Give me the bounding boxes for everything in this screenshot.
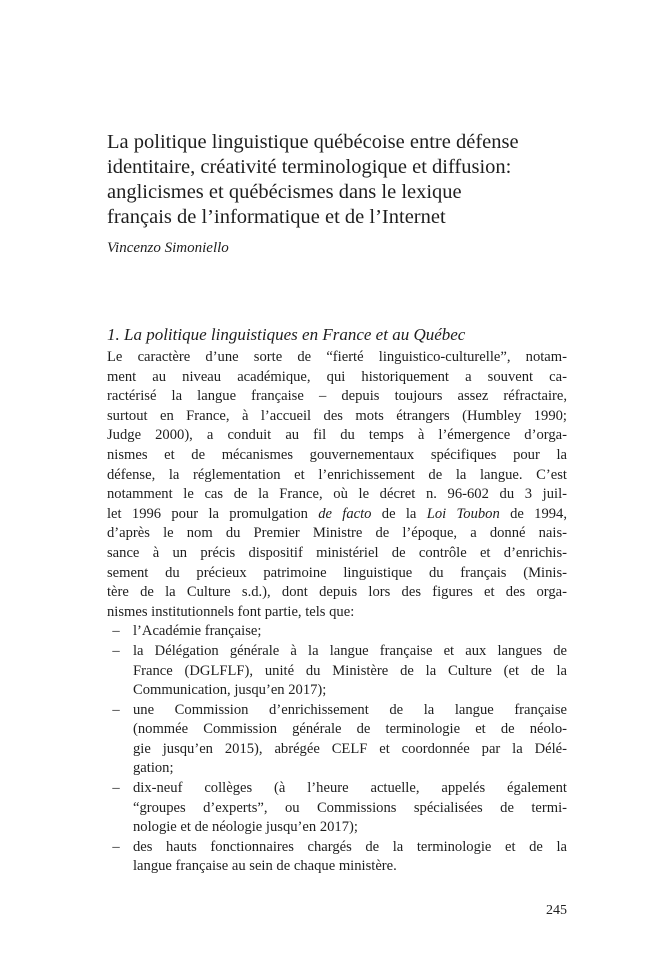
text-line: l’Académie française; [133, 623, 262, 640]
list-item [107, 642, 567, 701]
text-line: France (DGLFLF), unité du Ministère de la Culture (et de la [133, 662, 567, 679]
dash-marker: – [112, 701, 120, 718]
text-line: des hauts fonctionnaires chargés de la terminologie et de la [133, 838, 567, 855]
text-line: gation; [133, 760, 174, 777]
text-line: nismes institutionnels font partie, tels que: [107, 603, 355, 620]
text-line: dix-neuf collèges (à l’heure actuelle, appelés également [133, 780, 567, 797]
chapter-title-line: identitaire, créativité terminologique et diffusion: [107, 156, 512, 178]
italic-term-loi-toubon: Loi Toubon [426, 505, 500, 522]
chapter-title-line: français de l’informatique et de l’Internet [107, 206, 446, 228]
text-line: notamment le cas de la France, où le décret n. 96-602 du 3 juil- [107, 486, 567, 503]
paragraph [107, 348, 567, 622]
chapter-title-line: La politique linguistique québécoise entre défense [107, 131, 519, 153]
text-line: ment au niveau académique, qui historiquement a souvent ca- [107, 368, 567, 385]
text-line: Le caractère d’une sorte de “fierté linguistico-culturelle”, notam- [107, 349, 567, 365]
text-line: (nommée Commission générale de terminologie et de néolo- [133, 721, 567, 738]
text-line: une Commission d’enrichissement de la langue française [133, 701, 567, 718]
page-number: 245 [546, 903, 567, 918]
text-line: sement du précieux patrimoine linguistique du français (Minis- [107, 564, 567, 581]
section-heading: 1. La politique linguistiques en France et au Québec [107, 325, 466, 344]
dash-marker: – [112, 623, 120, 640]
italic-term-de-facto: de facto [318, 505, 372, 522]
list-item [107, 779, 567, 838]
text-line: défense, la réglementation et l’enrichissement de la langue. C’est [107, 466, 567, 483]
text-line: “groupes d’experts”, ou Commissions spécialisées de termi- [133, 799, 567, 816]
text-line: surtout en France, à l’accueil des mots étrangers (Humbley 1990; [107, 407, 567, 424]
body-text [107, 348, 567, 877]
text-line: langue française au sein de chaque ministère. [133, 858, 397, 875]
text-line: gie jusqu’en 2015), abrégée CELF et coordonnée par la Délé- [133, 740, 567, 757]
text-line: sance à un précis dispositif ministériel de contrôle et d’enrichis- [107, 544, 567, 561]
dash-marker: – [112, 838, 120, 855]
text-run: de 1994, [499, 505, 567, 522]
chapter-title [107, 130, 587, 230]
list-item [107, 838, 567, 877]
dash-marker: – [112, 780, 120, 797]
text-line: Judge 2000), a conduit au fil du temps à l’émergence d’orga- [107, 427, 567, 444]
chapter-title-line: anglicismes et québécismes dans le lexique [107, 181, 462, 203]
text-line: la Délégation générale à la langue française et aux langues de [133, 642, 567, 659]
bullet-list [107, 622, 567, 877]
list-item [107, 701, 567, 779]
author-name: Vincenzo Simoniello [107, 240, 229, 256]
text-run: let 1996 pour la promulgation [107, 505, 319, 522]
text-line: tère de la Culture s.d.), dont depuis lors des figures et des orga- [107, 584, 567, 601]
text-line: nismes et de mécanismes gouvernementaux spécifiques pour la [107, 446, 567, 463]
text-line: ractérisé la langue française – depuis toujours assez réfractaire, [107, 388, 567, 405]
text-run: de la [371, 505, 427, 522]
text-line: nologie et de néologie jusqu’en 2017); [133, 819, 358, 836]
dash-marker: – [112, 642, 120, 659]
text-line [107, 505, 567, 525]
list-item [107, 622, 567, 642]
text-line: Communication, jusqu’en 2017); [133, 682, 327, 699]
text-line: d’après le nom du Premier Ministre de l’époque, a donné nais- [107, 525, 567, 542]
